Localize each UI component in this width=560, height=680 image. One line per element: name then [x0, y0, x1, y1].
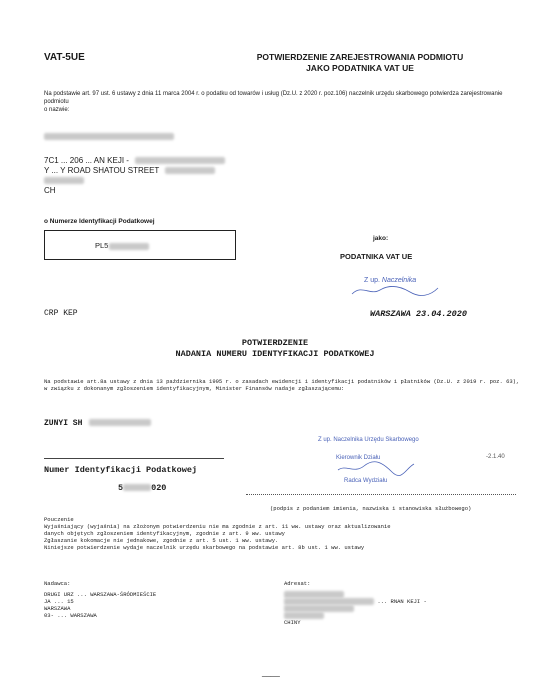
place-date: WARSZAWA 23.04.2020 — [370, 309, 467, 319]
company-address — [44, 156, 225, 196]
stamp-officer: Radca Wydziału — [344, 478, 388, 484]
signature-scribble-icon — [350, 282, 440, 298]
form-title — [200, 52, 520, 74]
note-item: Niniejsze potwierdzenie wydaje naczelnik urzędu skarbowego na podstawie art. 8b ust. 1 ww. ustawy — [44, 544, 365, 551]
recipient-label: Adresat: — [284, 580, 311, 587]
sender-block — [44, 580, 274, 619]
note-item: danych objętych zgłoszeniem identyfikacyjnym, zgodnie z art. 9 ww. ustawy — [44, 530, 285, 537]
legal-basis-cont: o nazwie: — [44, 107, 70, 113]
as-label: jako: — [373, 235, 389, 242]
divider-line — [44, 458, 224, 459]
section2-body: Na podstawie art.8a ustawy z dnia 13 października 1995 r. o zasadach ewidencji i identyfikacji podatników i płatników (Dz.U. z 2019 r. poz. 63), w związku z dokonanym zgłoszeniem identyfikacyjnym, Minister Finansów nadaje zgłaszającemu: — [44, 378, 520, 392]
section2-title — [140, 338, 410, 360]
office-code: CRP KEP — [44, 309, 78, 318]
nip-value: 5 020 — [118, 483, 167, 493]
note-item: Zgłaszanie kokomacje nie jednakowe, zgodnie z art. 5 ust. 1 ww. ustawy. — [44, 537, 279, 544]
notes-title: Pouczenie — [44, 516, 74, 523]
recipient-redacted-3 — [284, 612, 524, 619]
address-line2: Y ... Y ROAD SHATOU STREET — [44, 166, 225, 176]
signature-dots — [246, 494, 516, 495]
address-line4: CH — [44, 186, 56, 195]
recipient-redacted-2 — [284, 605, 524, 612]
vat-id-value: PL5 — [95, 241, 149, 250]
signature-mark: -2.1.40 — [486, 454, 505, 460]
form-title-line1: POTWIERDZENIE ZAREJESTROWANIA PODMIOTU — [256, 52, 464, 62]
legal-basis: Na podstawie art. 97 ust. 6 ustawy z dnia 11 marca 2004 r. o podatku od towarów i usług (Dz.U. z 2020 r. poz.106) naczelnik urzędu skarbowego potwierdza zarejestrowanie podmiotu — [44, 91, 503, 105]
sender-label: Nadawca: — [44, 580, 71, 587]
vat-id-label: o Numerze Identyfikacji Podatkowej — [44, 218, 155, 225]
as-value: PODATNIKA VAT UE — [340, 252, 413, 261]
nip-label: Numer Identyfikacji Podatkowej — [44, 465, 198, 475]
recipient-line2: CHINY — [284, 619, 301, 627]
form-title-line2: JAKO PODATNIKA VAT UE — [306, 63, 414, 73]
section2-title-line2: NADANIA NUMERU IDENTYFIKACJI PODATKOWEJ — [175, 349, 375, 359]
section2-title-line1: POTWIERDZENIE — [241, 338, 309, 348]
recipient-line1: ... RNAN KEJI - — [284, 598, 524, 605]
company-name-redacted — [44, 128, 174, 146]
sender-line2: JA ... 15 — [44, 598, 74, 605]
taxpayer-name: ZUNYI SH — [44, 419, 151, 428]
stamp-authorization: Z up. Naczelnika Urzędu Skarbowego — [318, 437, 419, 443]
note-item: Wyjaśniający (wyjaśnia) na złożonym potwierdzeniu nie ma zgodnie z art. 11 ww. ustawy oraz aktualizowanie — [44, 523, 391, 530]
recipient-block — [284, 580, 524, 626]
address-line1: 7C1 ... 206 ... AN KEJI - — [44, 156, 225, 166]
recipient-redacted — [284, 591, 524, 598]
form-code: VAT-5UE — [44, 52, 85, 63]
address-line3 — [44, 176, 225, 186]
footer-mark: ____ — [262, 668, 280, 677]
notes — [44, 516, 522, 551]
signature-caption: (podpis z podaniem imienia, nazwiska i stanowiska służbowego) — [270, 505, 472, 512]
signature-top: Z up. Naczelnika — [364, 277, 417, 284]
sender-line4: 03- ... WARSZAWA — [44, 612, 97, 619]
vat-id-box — [44, 230, 236, 260]
sender-line3: WARSZAWA — [44, 605, 71, 612]
sender-line1: DRUGI URZ ... WARSZAWA-ŚRÓDMIEŚCIE — [44, 591, 157, 598]
stamp-head: Kierownik Działu — [336, 455, 381, 461]
signature-scribble-icon — [336, 460, 416, 476]
